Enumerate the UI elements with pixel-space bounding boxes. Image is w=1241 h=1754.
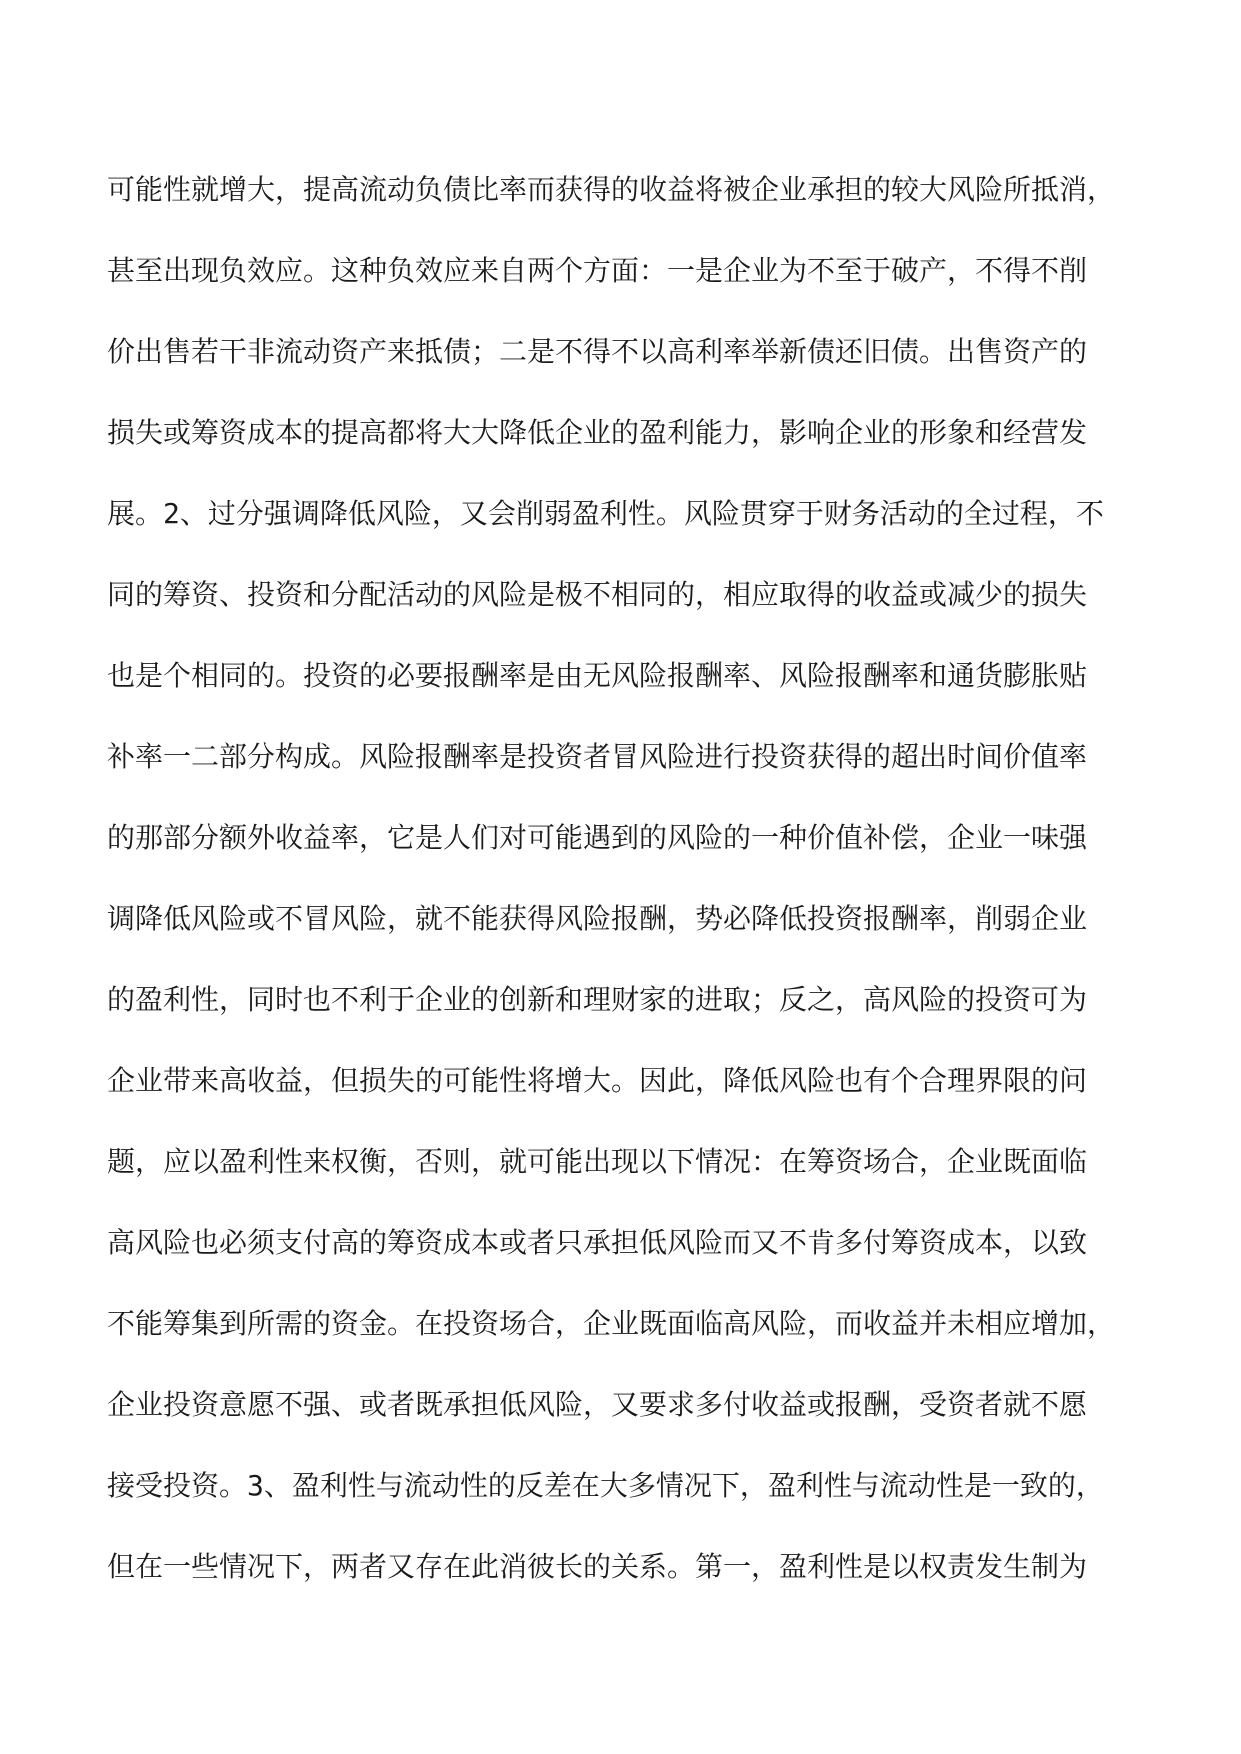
text-line: 但在一些情况下，两者又存在此消彼长的关系。第一，盈利性是以权责发生制为 xyxy=(107,1550,1088,1583)
text-line: 调降低风险或不冒风险，就不能获得风险报酬，势必降低投资报酬率，削弱企业 xyxy=(107,902,1088,935)
text-line: 甚至出现负效应。这种负效应来自两个方面：一是企业为不至于破产，不得不削 xyxy=(107,254,1088,287)
text-line: 也是个相同的。投资的必要报酬率是由无风险报酬率、风险报酬率和通货膨胀贴 xyxy=(107,659,1088,692)
text-line: 补率一二部分构成。风险报酬率是投资者冒风险进行投资获得的超出时间价值率 xyxy=(107,740,1088,773)
text-line: 可能性就增大，提高流动负债比率而获得的收益将被企业承担的较大风险所抵消， xyxy=(107,173,1116,206)
text-line: 不能筹集到所需的资金。在投资场合，企业既面临高风险，而收益并未相应增加， xyxy=(107,1307,1116,1340)
text-line: 展。2、过分强调降低风险，又会削弱盈利性。风险贯穿于财务活动的全过程，不 xyxy=(107,497,1104,530)
text-line: 价出售若干非流动资产来抵债；二是不得不以高利率举新债还旧债。出售资产的 xyxy=(107,335,1088,368)
text-line: 企业投资意愿不强、或者既承担低风险，又要求多付收益或报酬，受资者就不愿 xyxy=(107,1388,1088,1421)
body-text xyxy=(107,169,1137,1627)
text-line: 企业带来高收益，但损失的可能性将增大。因此，降低风险也有个合理界限的问 xyxy=(107,1064,1088,1097)
text-line: 题，应以盈利性来权衡，否则，就可能出现以下情况：在筹资场合，企业既面临 xyxy=(107,1145,1088,1178)
text-line: 接受投资。3、盈利性与流动性的反差在大多情况下，盈利性与流动性是一致的， xyxy=(107,1469,1104,1502)
text-line: 的那部分额外收益率，它是人们对可能遇到的风险的一种价值补偿，企业一味强 xyxy=(107,821,1088,854)
text-line: 的盈利性，同时也不利于企业的创新和理财家的进取；反之，高风险的投资可为 xyxy=(107,983,1088,1016)
text-line: 同的筹资、投资和分配活动的风险是极不相同的，相应取得的收益或减少的损失 xyxy=(107,578,1088,611)
text-line: 高风险也必须支付高的筹资成本或者只承担低风险而又不肯多付筹资成本，以致 xyxy=(107,1226,1088,1259)
text-line: 损失或筹资成本的提高都将大大降低企业的盈利能力，影响企业的形象和经营发 xyxy=(107,416,1088,449)
